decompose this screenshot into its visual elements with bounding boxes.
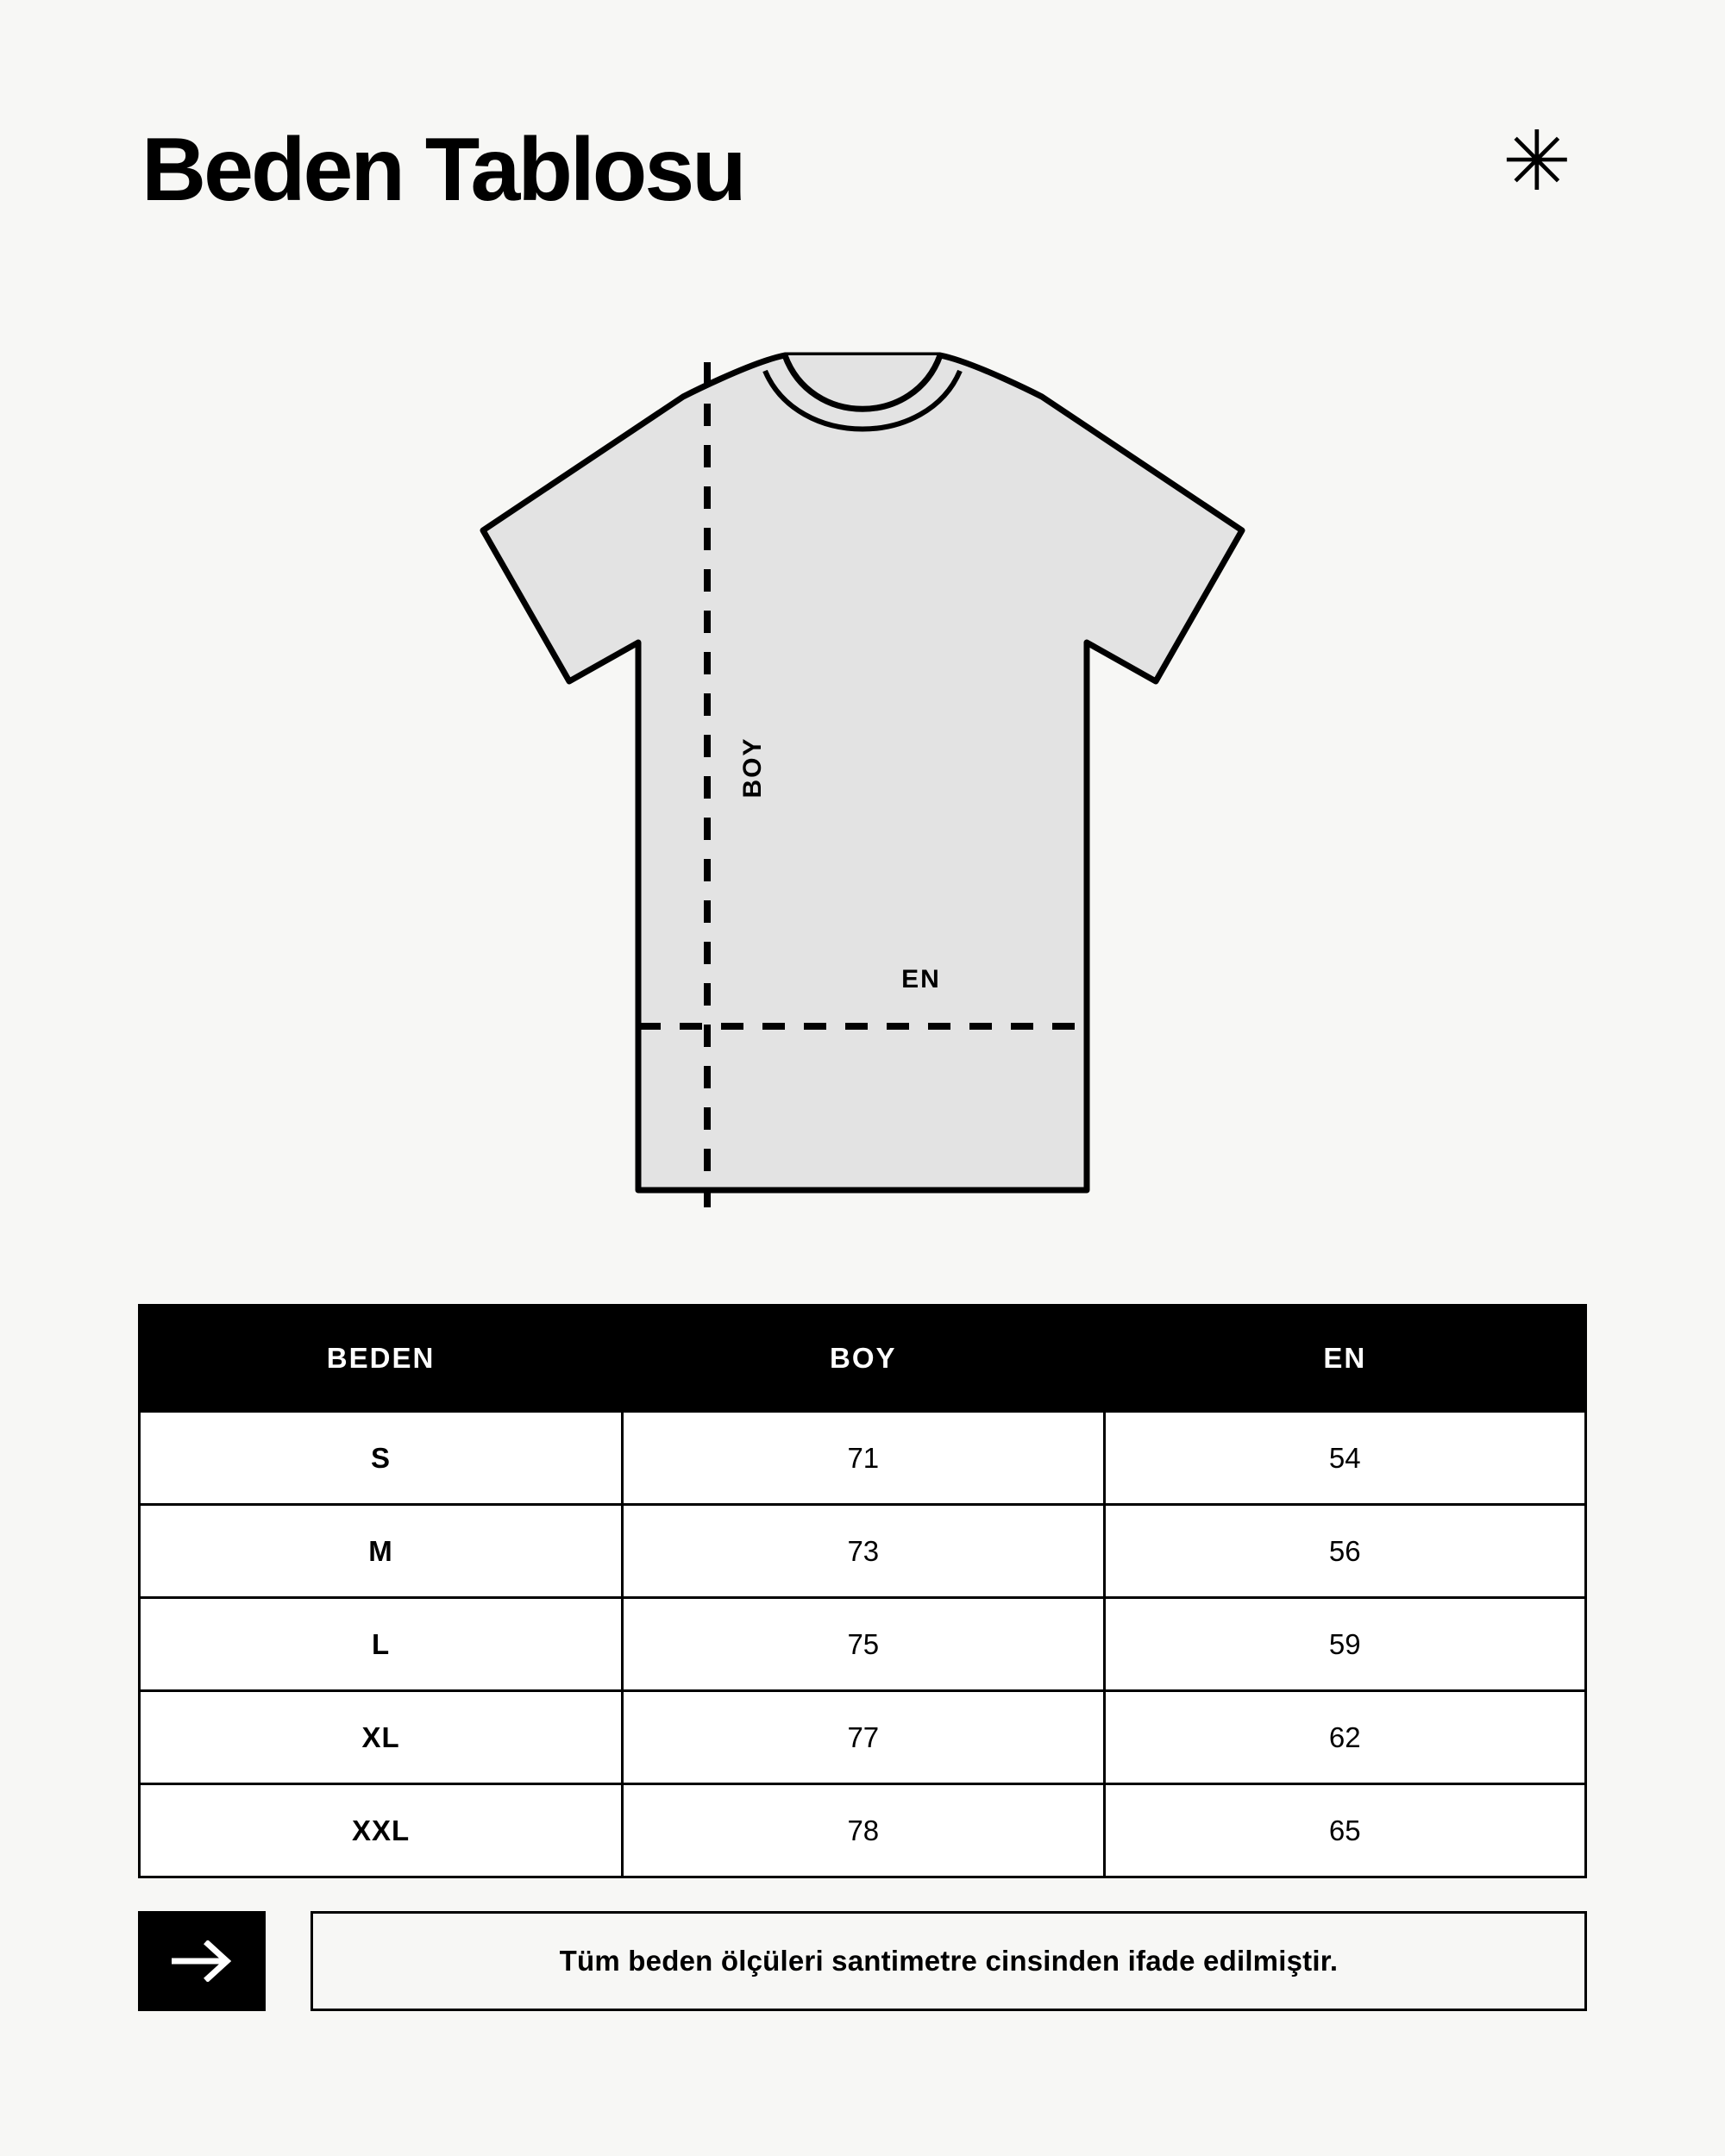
table-row (140, 1598, 1586, 1691)
table-header (140, 1306, 1586, 1412)
cell-en: 56 (1104, 1505, 1585, 1598)
table-header-row (140, 1306, 1586, 1412)
tshirt-illustration (380, 345, 1346, 1242)
column-header-en: EN (1104, 1306, 1585, 1412)
arrow-right-icon (138, 1911, 266, 2011)
tshirt-shape (483, 355, 1242, 1190)
cell-boy: 75 (623, 1598, 1104, 1691)
cell-boy: 78 (623, 1784, 1104, 1877)
label-boy: BOY (738, 736, 767, 799)
cell-size: XXL (140, 1784, 623, 1877)
cell-en: 59 (1104, 1598, 1585, 1691)
table-row (140, 1784, 1586, 1877)
note-box (310, 1911, 1587, 2011)
cell-boy: 71 (623, 1412, 1104, 1505)
column-header-size: BEDEN (140, 1306, 623, 1412)
table-row (140, 1412, 1586, 1505)
cell-en: 62 (1104, 1691, 1585, 1784)
label-en: EN (901, 965, 941, 993)
cell-boy: 73 (623, 1505, 1104, 1598)
cell-boy: 77 (623, 1691, 1104, 1784)
table-row (140, 1691, 1586, 1784)
cell-en: 54 (1104, 1412, 1585, 1505)
cell-size: L (140, 1598, 623, 1691)
note-text: Tüm beden ölçüleri santimetre cinsinden ifade edilmiştir. (559, 1945, 1339, 1977)
page-header (141, 114, 1584, 226)
cell-en: 65 (1104, 1784, 1585, 1877)
page-title: Beden Tablosu (141, 120, 744, 220)
table-row (140, 1505, 1586, 1598)
cell-size: M (140, 1505, 623, 1598)
footer-note (138, 1911, 1587, 2011)
cell-size: S (140, 1412, 623, 1505)
table-body (140, 1412, 1586, 1877)
size-table (138, 1304, 1587, 1878)
cell-size: XL (140, 1691, 623, 1784)
asterisk-icon: ✳ (1502, 116, 1571, 208)
column-header-boy: BOY (623, 1306, 1104, 1412)
